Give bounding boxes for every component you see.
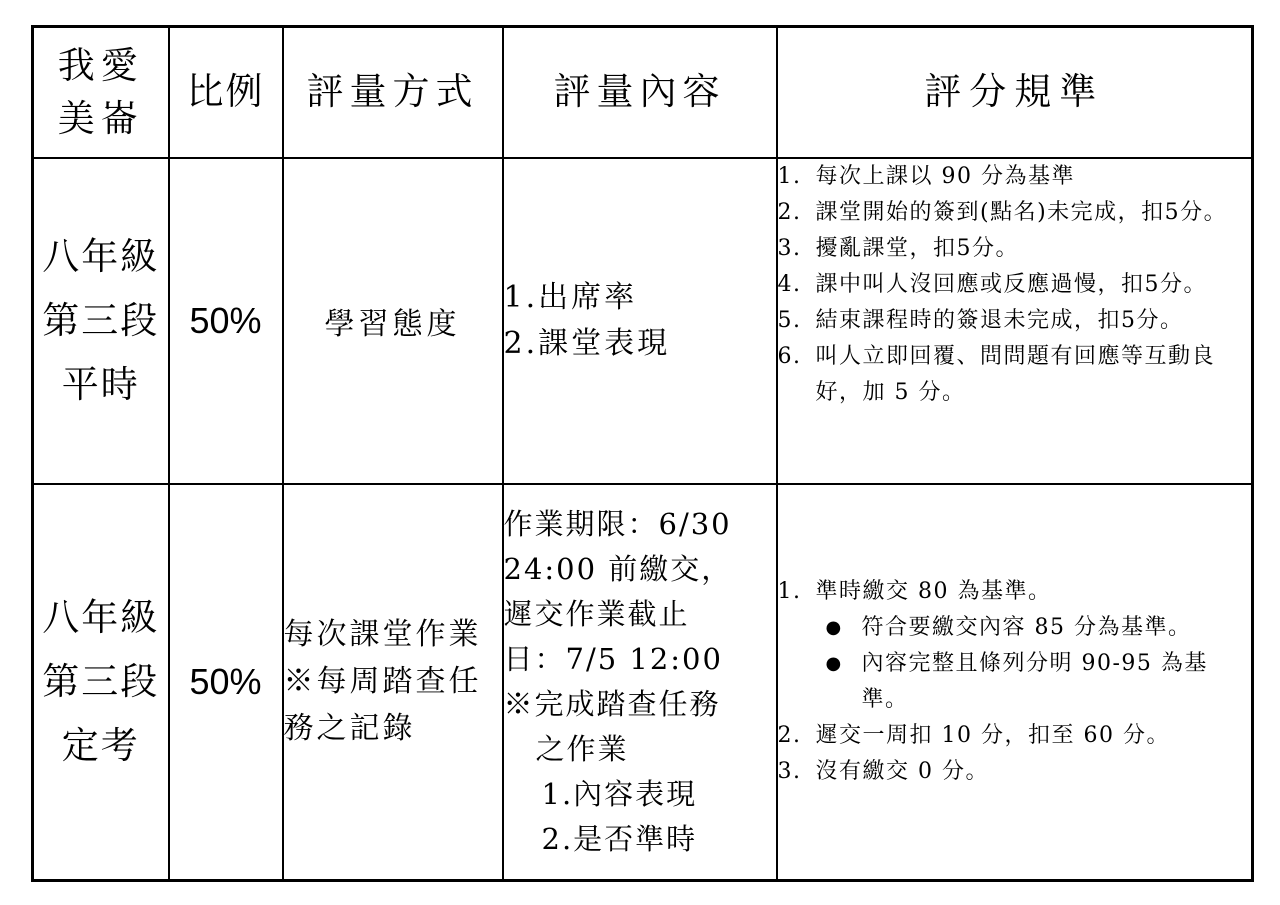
grading-table [31, 25, 1254, 882]
row-label-line: 定考 [61, 723, 140, 767]
row-label-line: 八年級 [42, 595, 160, 639]
rubric-item-text: 準時繳交 80 為基準。 [815, 578, 1052, 604]
row-label-line: 八年級 [42, 234, 160, 278]
row-label [33, 158, 169, 484]
rubric-item [778, 339, 1252, 411]
row-content-line: ※完成踏查任務 [503, 686, 721, 721]
row-content [503, 158, 777, 484]
row-rubric [777, 158, 1253, 484]
row-content-line: 1.內容表現 [541, 776, 698, 811]
rubric-item [778, 718, 1252, 754]
row-method-line: 務之記錄 [283, 711, 416, 747]
row-method-line: ※每周踏查任 [283, 664, 482, 700]
rubric-item [778, 159, 1252, 195]
row-content-line: 1.出席率 [503, 279, 638, 315]
rubric-item [778, 231, 1252, 267]
rubric-item-text: 課堂開始的簽到(點名)未完成，扣5分。 [815, 199, 1228, 225]
rubric-item-text: 結束課程時的簽退未完成，扣5分。 [815, 307, 1184, 333]
row-method-line: 學習態度 [324, 306, 461, 342]
rubric-item [778, 754, 1252, 790]
row-ratio: 50% [169, 158, 283, 484]
row-label-line: 第三段 [42, 298, 160, 342]
header-rubric: 評分規準 [777, 27, 1253, 158]
header-ratio: 比例 [169, 27, 283, 158]
row-content-line: 2.是否準時 [541, 821, 698, 856]
header-school-line: 美崙 [57, 97, 144, 141]
row-label-line: 第三段 [42, 659, 160, 703]
rubric-item [778, 195, 1252, 231]
row-rubric [777, 484, 1253, 881]
bullet-icon: ● [825, 652, 843, 674]
header-method: 評量方式 [283, 27, 503, 158]
table-row [33, 484, 1253, 881]
rubric-item-number: 1. [777, 163, 802, 189]
rubric-item-number: 6. [777, 343, 802, 369]
rubric-item [778, 267, 1252, 303]
row-ratio: 50% [169, 484, 283, 881]
rubric-item [778, 574, 1252, 610]
header-content: 評量內容 [503, 27, 777, 158]
row-content-line: 作業期限：6/30 [503, 506, 732, 541]
rubric-sub-item-text: 內容完整且條列分明 90-95 為基準。 [861, 650, 1208, 712]
rubric-item-text: 課中叫人沒回應或反應過慢，扣5分。 [815, 271, 1207, 297]
rubric-sub-item-text: 符合要繳交內容 85 分為基準。 [861, 614, 1192, 640]
header-school-line: 我愛 [57, 43, 144, 87]
rubric-item-number: 2. [777, 722, 802, 748]
rubric-item-text: 叫人立即回覆、問問題有回應等互動良好，加 5 分。 [815, 343, 1216, 405]
row-method-line: 每次課堂作業 [283, 617, 482, 653]
row-label [33, 484, 169, 881]
rubric-item-number: 3. [777, 235, 802, 261]
rubric-item-text: 每次上課以 90 分為基準 [815, 163, 1075, 189]
header-school [33, 27, 169, 158]
rubric-item [778, 303, 1252, 339]
rubric-sub-item [778, 646, 1252, 718]
header-row [33, 27, 1253, 158]
bullet-icon: ● [825, 616, 843, 638]
row-content [503, 484, 777, 881]
row-content-line: 日：7/5 12:00 [503, 641, 723, 676]
rubric-item-text: 沒有繳交 0 分。 [815, 758, 989, 784]
row-label-line: 平時 [61, 362, 140, 406]
rubric-item-text: 遲交一周扣 10 分，扣至 60 分。 [815, 722, 1170, 748]
row-method [283, 158, 503, 484]
row-content-line: 24:00 前繳交， [503, 551, 733, 586]
rubric-item-number: 5. [777, 307, 802, 333]
rubric-item-number: 1. [777, 578, 802, 604]
rubric-sub-item [778, 610, 1252, 646]
table-row [33, 158, 1253, 484]
row-content-line: 之作業 [535, 731, 629, 766]
rubric-item-text: 擾亂課堂，扣5分。 [815, 235, 1019, 261]
row-content-line: 遲交作業截止 [503, 596, 690, 631]
rubric-item-number: 3. [777, 758, 802, 784]
row-method [283, 484, 503, 881]
rubric-item-number: 2. [777, 199, 802, 225]
row-content-line: 2.課堂表現 [503, 325, 671, 361]
rubric-item-number: 4. [777, 271, 802, 297]
